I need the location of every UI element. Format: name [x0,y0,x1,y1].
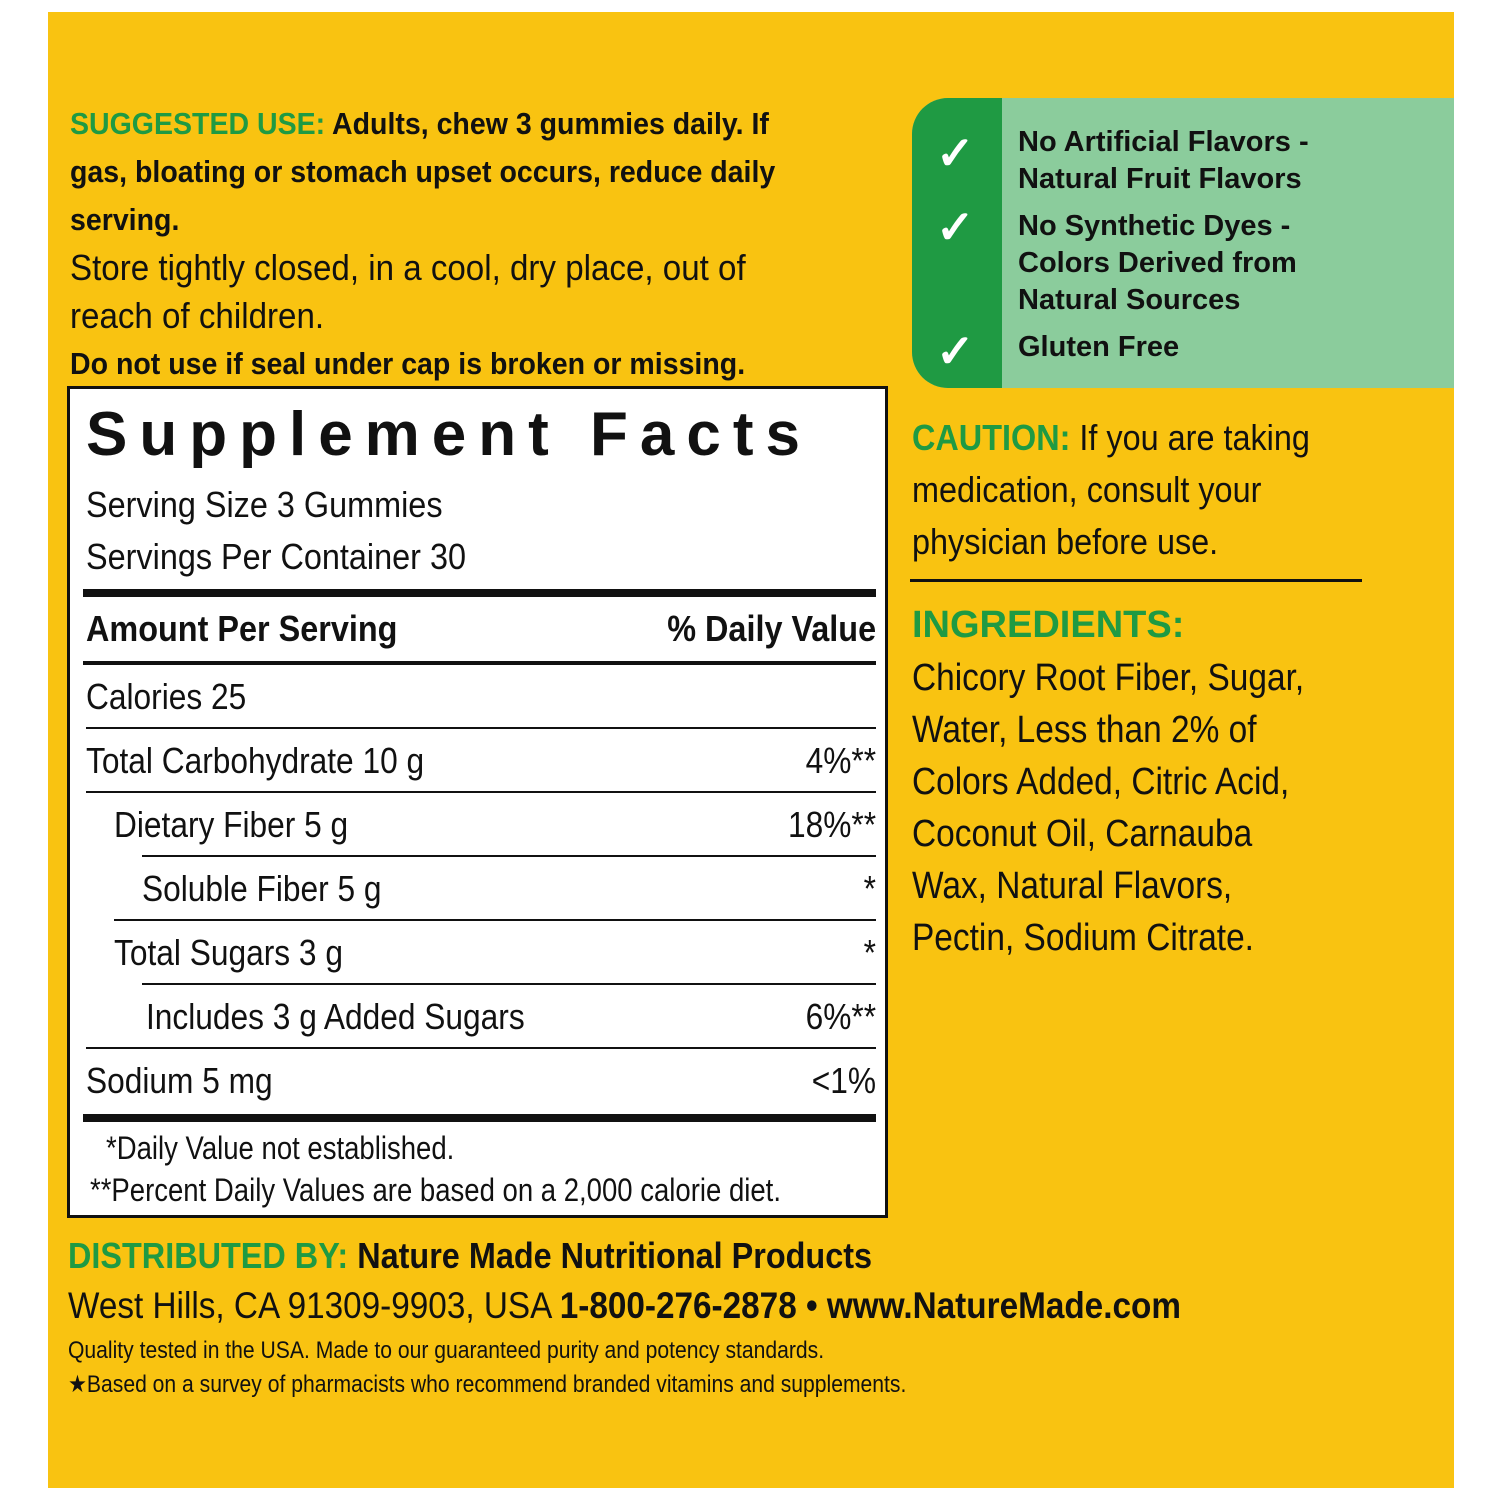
claim-no-artificial-flavors: No Artificial Flavors - [1018,126,1309,158]
footnote-percent-dv: **Percent Daily Values are based on a 2,000 calorie diet. [90,1172,781,1208]
claim-natural-sources: Natural Sources [1018,284,1241,316]
quality-note: Quality tested in the USA. Made to our guaranteed purity and potency standards. [68,1337,825,1364]
nutrient-row-sodium [86,1049,876,1113]
nutrient-name: Includes 3 g Added Sugars [146,996,525,1037]
nutrient-dv: 18%** [787,804,876,845]
facts-thick-rule [83,589,876,597]
distributor-company: Nature Made Nutritional Products [348,1235,873,1276]
storage-text: Store tightly closed, in a cool, dry place, out of reach of children. [70,247,746,336]
nutrient-dv: 6%** [805,996,876,1037]
claims-box [912,98,1454,388]
nutrient-dv: * [863,868,876,909]
distributed-by-label: DISTRIBUTED BY: [68,1235,349,1276]
suggested-use-section [70,100,806,388]
distributor-line [68,1234,872,1278]
seal-warning: Do not use if seal under cap is broken or missing. [70,346,746,381]
caution-section [912,412,1326,568]
nutrient-name: Soluble Fiber 5 g [142,868,382,909]
serving-size: Serving Size 3 Gummies [86,484,443,525]
nutrient-name: Total Carbohydrate 10 g [86,740,425,781]
nutrient-name: Dietary Fiber 5 g [114,804,349,845]
supplement-facts-panel [67,386,888,1218]
nutrient-row-calories [86,665,876,729]
nutrient-row-total-sugars [114,921,876,985]
claim-colors-derived: Colors Derived from [1018,247,1297,279]
footnote-dv-not-established: *Daily Value not established. [106,1130,455,1166]
nutrient-dv: 4%** [805,740,876,781]
nutrient-dv: * [863,932,876,973]
nutrient-name: Sodium 5 mg [86,1060,273,1101]
suggested-use-directions-text: Adults, chew 3 gummies daily. If gas, bloating or stomach upset occurs, reduce daily serving. [70,106,776,237]
nutrient-row-soluble-fiber [142,857,876,921]
daily-value-header: % Daily Value [667,608,876,649]
distributor-phone-web: 1-800-276-2878 • www.NatureMade.com [559,1285,1181,1326]
caution-text: If you are taking medication, consult your physician before use. [912,417,1310,562]
nutrient-name: Total Sugars 3 g [114,932,343,973]
caution-label: CAUTION: [912,417,1071,458]
claim-no-synthetic-dyes: No Synthetic Dyes - [1018,210,1291,242]
claim-gluten-free: Gluten Free [1018,331,1180,363]
suggested-use-label: SUGGESTED USE: [70,106,326,141]
nutrient-row-total-carbohydrate [86,729,876,793]
survey-note: ★Based on a survey of pharmacists who recommend branded vitamins and supplements. [68,1371,907,1398]
caution-divider [910,579,1362,582]
nutrient-dv: <1% [811,1060,876,1101]
check-icon: ✓ [936,201,975,253]
facts-footer-rule [83,1114,876,1122]
nutrient-row-dietary-fiber [114,793,876,857]
ingredients-text: Chicory Root Fiber, Sugar, Water, Less than 2% of Colors Added, Citric Acid, Coconut Oil, Carnauba Wax, Natural Flavors, Pectin, Sodium Citrate. [912,657,1305,959]
distributor-address: West Hills, CA 91309-9903, USA [68,1285,560,1326]
nutrient-row-added-sugars [146,985,876,1049]
check-icon: ✓ [936,325,975,377]
nutrient-name: Calories 25 [86,676,247,717]
servings-per-container: Servings Per Container 30 [86,536,467,577]
suggested-use-directions [70,100,806,244]
ingredients-label: INGREDIENTS: [912,604,1185,646]
distributor-address-line [68,1284,1181,1328]
check-icon: ✓ [936,127,975,179]
claim-natural-fruit-flavors: Natural Fruit Flavors [1018,163,1302,195]
amount-per-serving-header: Amount Per Serving [86,608,398,649]
supplement-facts-title: Supplement Facts [86,400,812,469]
